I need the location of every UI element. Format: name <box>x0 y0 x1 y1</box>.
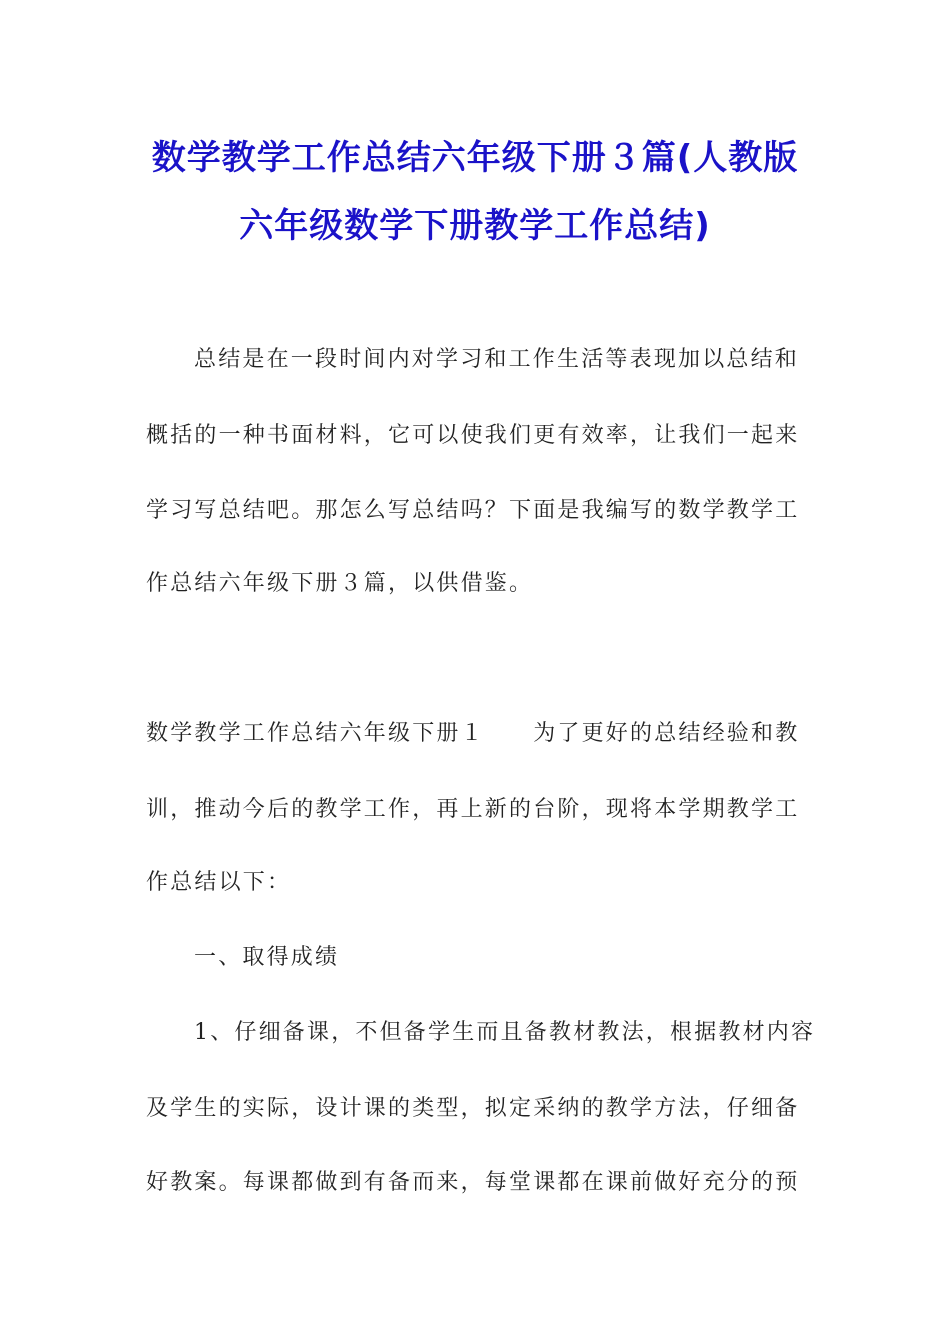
paragraph-line: 作总结以下： <box>146 870 292 895</box>
paragraph-line: 作总结六年级下册３篇，以供借鉴。 <box>146 571 534 596</box>
section-heading-line: 数学教学工作总结六年级下册１ 为了更好的总结经验和教 <box>146 721 800 746</box>
paragraph-line: 总结是在一段时间内对学习和工作生活等表现加以总结和 <box>194 347 800 372</box>
document-title-line-1: 数学教学工作总结六年级下册３篇(人教版 <box>151 138 799 178</box>
paragraph-line: 学习写总结吧。那怎么写总结吗？下面是我编写的数学教学工 <box>146 498 800 523</box>
paragraph-line: 好教案。每课都做到有备而来，每堂课都在课前做好充分的预 <box>146 1170 800 1195</box>
paragraph-line: 及学生的实际，设计课的类型，拟定采纳的教学方法，仔细备 <box>146 1096 800 1121</box>
subheading-line: 一、取得成绩 <box>194 945 340 970</box>
paragraph-line: 1、仔细备课，不但备学生而且备教材教法，根据教材内容 <box>194 1020 816 1045</box>
document-title-line-2: 六年级数学下册教学工作总结) <box>239 206 711 246</box>
paragraph-line: 训，推动今后的教学工作，再上新的台阶，现将本学期教学工 <box>146 797 800 822</box>
paragraph-line: 概括的一种书面材料，它可以使我们更有效率，让我们一起来 <box>146 423 800 448</box>
